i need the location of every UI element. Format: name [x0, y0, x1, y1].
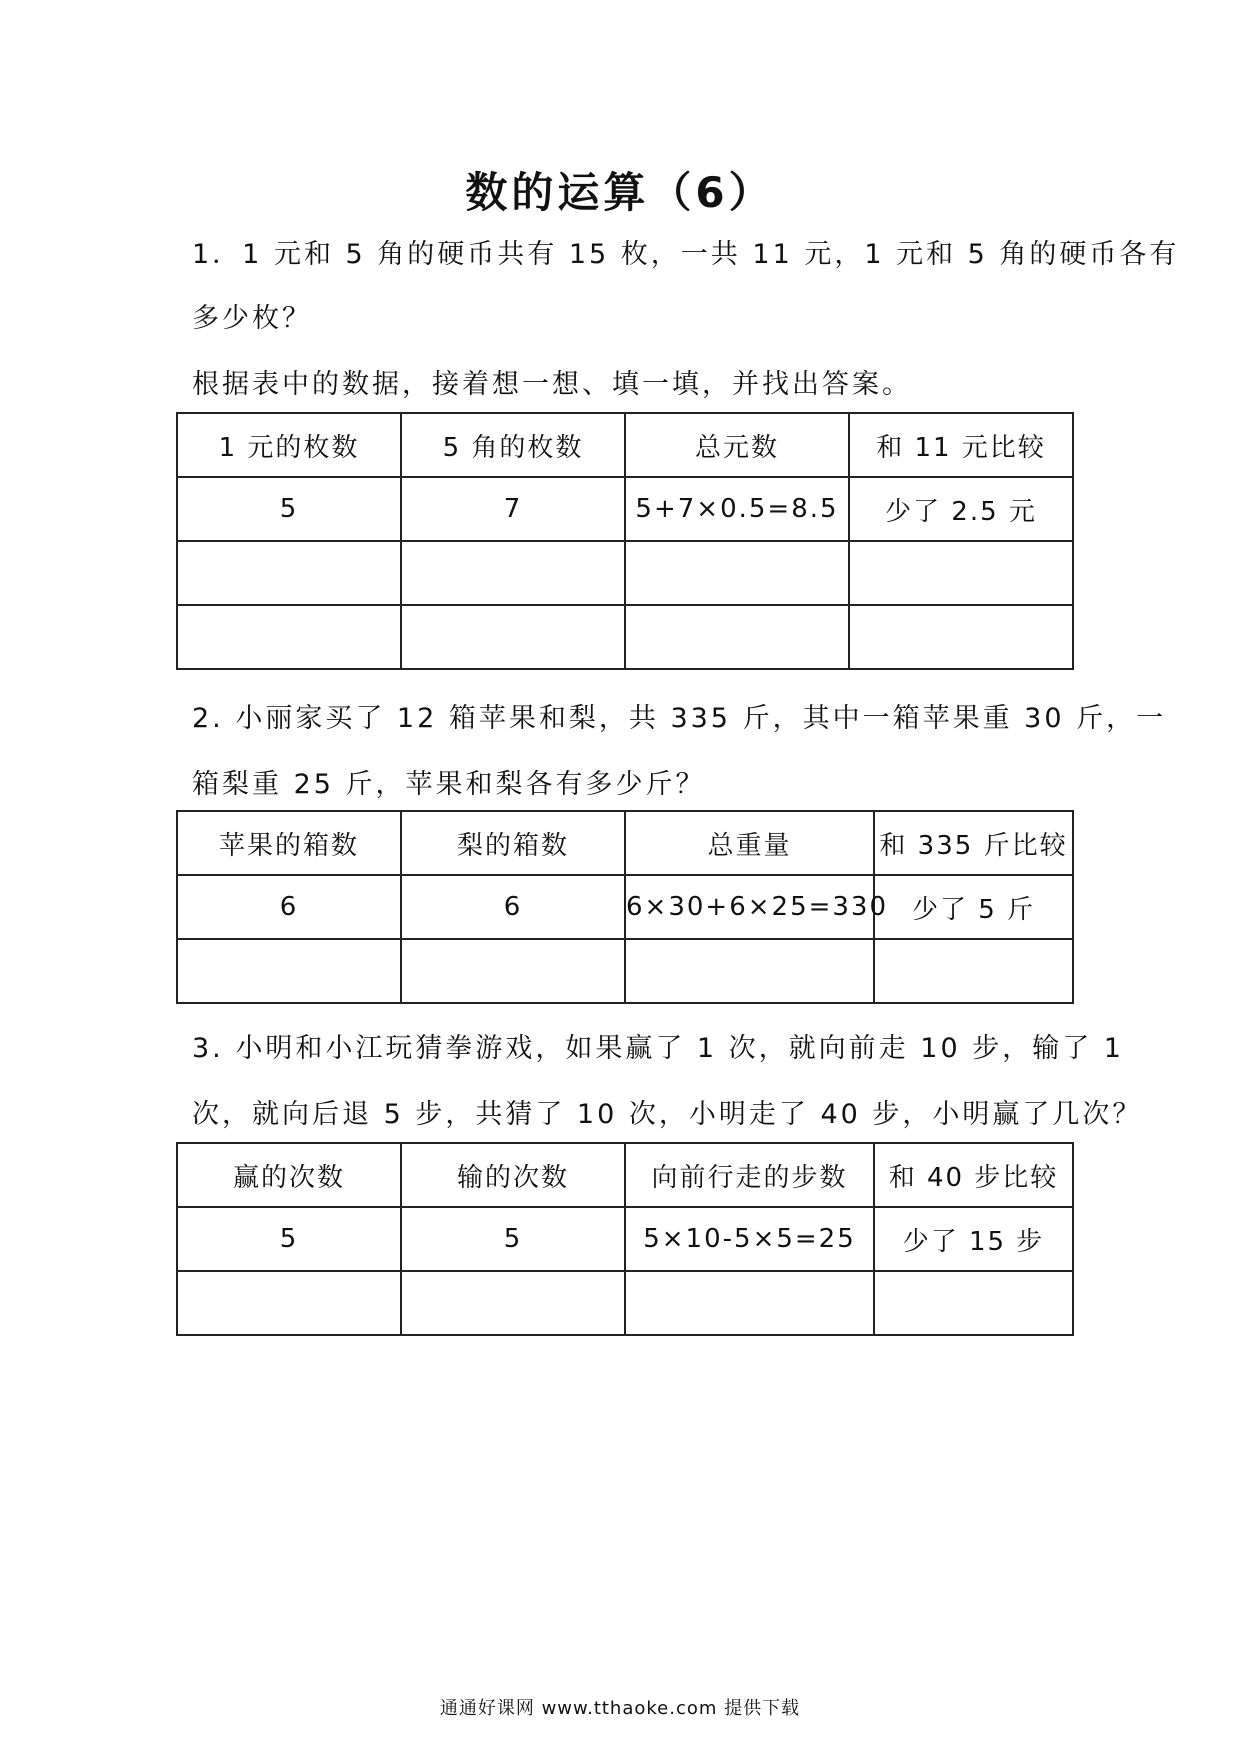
- q1-text-line1: 1．1 元和 5 角的硬币共有 15 枚，一共 11 元，1 元和 5 角的硬币各有: [192, 239, 1180, 270]
- q3-blank-cell[interactable]: [625, 1271, 874, 1335]
- q3-blank-cell[interactable]: [177, 1271, 401, 1335]
- q2-blank-cell[interactable]: [177, 939, 401, 1003]
- q1-blank-cell[interactable]: [177, 605, 401, 669]
- q2-header-cell: 梨的箱数: [401, 811, 625, 875]
- table-row: [177, 477, 1073, 541]
- q1-blank-cell[interactable]: [849, 541, 1073, 605]
- q1-header-cell: 1 元的枚数: [177, 413, 401, 477]
- q2-header-cell: 和 335 斤比较: [874, 811, 1073, 875]
- q2-text-line1: 2. 小丽家买了 12 箱苹果和梨，共 335 斤，其中一箱苹果重 30 斤，一: [192, 703, 1167, 734]
- page-title: 数的运算（6）: [465, 168, 775, 217]
- q1-header-cell: 5 角的枚数: [401, 413, 625, 477]
- q1-cell: 少了 2.5 元: [849, 477, 1073, 541]
- q2-header-cell: 总重量: [625, 811, 874, 875]
- q1-instruction: 根据表中的数据，接着想一想、填一填，并找出答案。: [192, 369, 912, 400]
- q1-blank-cell[interactable]: [177, 541, 401, 605]
- table-row: [177, 541, 1073, 605]
- q1-cell: 7: [401, 477, 625, 541]
- q3-blank-cell[interactable]: [401, 1271, 625, 1335]
- q3-blank-cell[interactable]: [874, 1271, 1073, 1335]
- q1-blank-cell[interactable]: [849, 605, 1073, 669]
- q2-blank-cell[interactable]: [401, 939, 625, 1003]
- table-row: [177, 939, 1073, 1003]
- q2-blank-cell[interactable]: [625, 939, 874, 1003]
- table-header-row: [177, 413, 1073, 477]
- q1-blank-cell[interactable]: [401, 541, 625, 605]
- q2-table: [176, 810, 1074, 1004]
- q1-blank-cell[interactable]: [625, 605, 849, 669]
- footer-credit: 通通好课网 www.tthaoke.com 提供下载: [439, 1698, 801, 1719]
- q3-cell: 少了 15 步: [874, 1207, 1073, 1271]
- q1-header-cell: 和 11 元比较: [849, 413, 1073, 477]
- q1-cell: 5: [177, 477, 401, 541]
- table-header-row: [177, 1143, 1073, 1207]
- q3-table: [176, 1142, 1074, 1336]
- q2-blank-cell[interactable]: [874, 939, 1073, 1003]
- q1-table: [176, 412, 1074, 670]
- q2-cell: 少了 5 斤: [874, 875, 1073, 939]
- q2-cell: 6: [177, 875, 401, 939]
- q2-cell: 6×30+6×25=330: [625, 875, 874, 939]
- q1-header-cell: 总元数: [625, 413, 849, 477]
- q1-text-line2: 多少枚？: [192, 303, 312, 334]
- q1-cell: 5+7×0.5=8.5: [625, 477, 849, 541]
- q3-text-line2: 次，就向后退 5 步，共猜了 10 次，小明走了 40 步，小明赢了几次？: [192, 1099, 1143, 1130]
- table-row: [177, 1207, 1073, 1271]
- q3-header-cell: 和 40 步比较: [874, 1143, 1073, 1207]
- q3-cell: 5: [177, 1207, 401, 1271]
- q2-header-cell: 苹果的箱数: [177, 811, 401, 875]
- q3-cell: 5×10-5×5=25: [625, 1207, 874, 1271]
- q2-cell: 6: [401, 875, 625, 939]
- q3-text-line1: 3. 小明和小江玩猜拳游戏，如果赢了 1 次，就向前走 10 步，输了 1: [192, 1033, 1124, 1064]
- q3-header-cell: 赢的次数: [177, 1143, 401, 1207]
- q2-text-line2: 箱梨重 25 斤，苹果和梨各有多少斤？: [192, 769, 706, 800]
- q1-blank-cell[interactable]: [401, 605, 625, 669]
- table-row: [177, 875, 1073, 939]
- table-row: [177, 1271, 1073, 1335]
- q3-header-cell: 输的次数: [401, 1143, 625, 1207]
- table-header-row: [177, 811, 1073, 875]
- q3-cell: 5: [401, 1207, 625, 1271]
- q3-header-cell: 向前行走的步数: [625, 1143, 874, 1207]
- table-row: [177, 605, 1073, 669]
- q1-blank-cell[interactable]: [625, 541, 849, 605]
